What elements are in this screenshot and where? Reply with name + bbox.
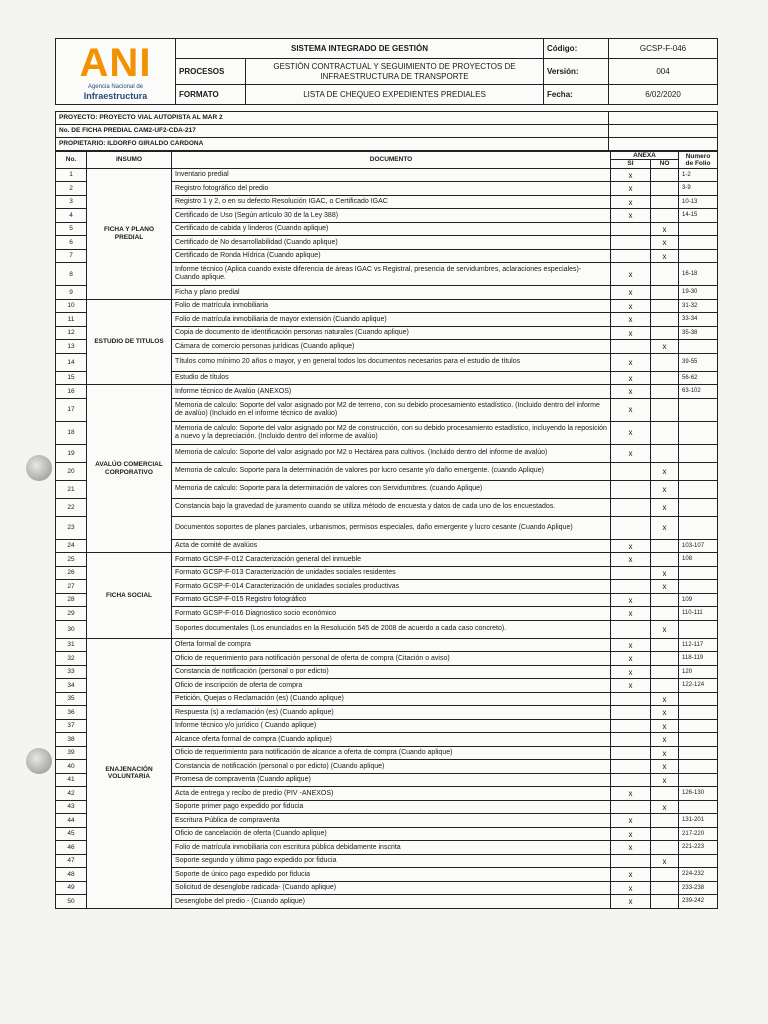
anexa-si-mark: x [611, 638, 651, 652]
row-number: 3 [56, 195, 87, 209]
folio-number: 108 [679, 553, 718, 567]
row-number: 6 [56, 236, 87, 250]
folio-number [679, 760, 718, 774]
document-name: Petición, Quejas o Reclamación (es) (Cuando aplique) [172, 692, 611, 706]
anexa-si-mark: x [611, 827, 651, 841]
folio-number [679, 480, 718, 498]
folio-number [679, 516, 718, 539]
anexa-si-mark: x [611, 868, 651, 882]
anexa-si-mark: x [611, 665, 651, 679]
anexa-no-mark: x [651, 580, 679, 594]
row-number: 1 [56, 168, 87, 182]
anexa-si-mark [611, 733, 651, 747]
anexa-si-mark [611, 800, 651, 814]
row-number: 26 [56, 566, 87, 580]
anexa-no-mark [651, 652, 679, 666]
anexa-si-mark [611, 773, 651, 787]
insumo-group: ESTUDIO DE TITULOS [87, 299, 172, 385]
folio-number [679, 620, 718, 638]
row-number: 19 [56, 444, 87, 462]
anexa-si-mark [611, 516, 651, 539]
document-name: Estudio de títulos [172, 371, 611, 385]
row-number: 27 [56, 580, 87, 594]
anexa-si-mark [611, 498, 651, 516]
anexa-si-mark: x [611, 787, 651, 801]
version-value: 004 [609, 59, 718, 85]
row-number: 7 [56, 249, 87, 263]
document-name: Oficio de requerimiento para notificación personal de oferta de compra (Citación o aviso) [172, 652, 611, 666]
document-name: Acta de comité de avalúos [172, 539, 611, 553]
document-name: Registro fotográfico del predio [172, 182, 611, 196]
anexa-si-mark [611, 746, 651, 760]
document-name: Folio de matrícula inmobiliaria [172, 299, 611, 313]
anexa-si-mark: x [611, 607, 651, 621]
logo-subtitle-bold: Infraestructura [83, 90, 148, 101]
folio-number [679, 236, 718, 250]
anexa-no-mark: x [651, 692, 679, 706]
anexa-no-mark [651, 841, 679, 855]
ficha-line: No. DE FICHA PREDIAL CAM2-UF2-CDA-217 [56, 125, 609, 138]
folio-number: 103-107 [679, 539, 718, 553]
anexa-si-mark: x [611, 679, 651, 693]
anexa-no-mark: x [651, 719, 679, 733]
row-number: 25 [56, 553, 87, 567]
row-number: 17 [56, 398, 87, 421]
anexa-no-mark [651, 868, 679, 882]
anexa-si-mark [611, 760, 651, 774]
document-name: Documentos soportes de planes parciales, urbanismos, permisos especiales, daño emergente y lucro cesante (Cuando Aplique) [172, 516, 611, 539]
anexa-si-mark [611, 706, 651, 720]
row-number: 15 [56, 371, 87, 385]
anexa-si-mark: x [611, 313, 651, 327]
row-number: 2 [56, 182, 87, 196]
row-number: 32 [56, 652, 87, 666]
row-number: 40 [56, 760, 87, 774]
folio-number [679, 706, 718, 720]
anexa-si-mark [611, 620, 651, 638]
folio-number: 19-30 [679, 286, 718, 300]
folio-number [679, 421, 718, 444]
document-name: Soporte segundo y último pago expedido por fiducia [172, 854, 611, 868]
folio-number: 233-238 [679, 881, 718, 895]
document-name: Folio de matrícula inmobiliaria de mayor extensión (Cuando aplique) [172, 313, 611, 327]
folio-number: 131-201 [679, 814, 718, 828]
fecha-label: Fecha: [544, 85, 609, 105]
anexa-si-mark [611, 480, 651, 498]
document-name: Copia de documento de identificación personas naturales (Cuando aplique) [172, 326, 611, 340]
row-number: 29 [56, 607, 87, 621]
folio-number: 3-9 [679, 182, 718, 196]
folio-number [679, 498, 718, 516]
anexa-si-mark: x [611, 553, 651, 567]
folio-number: 35-38 [679, 326, 718, 340]
document-name: Memoria de calculo: Soporte del valor asignado por M2 de terreno, con su debido procesamiento estadístico. (Incluido dentro del informe de avalúo) (Incluido en el informe técnico de avalúo) [172, 398, 611, 421]
document-name: Certificado de Ronda Hídrica (Cuando aplique) [172, 249, 611, 263]
anexa-no-mark [651, 881, 679, 895]
row-number: 11 [56, 313, 87, 327]
row-number: 18 [56, 421, 87, 444]
anexa-no-mark: x [651, 854, 679, 868]
row-number: 20 [56, 462, 87, 480]
anexa-no-mark [651, 607, 679, 621]
col-anexa: ANEXA [611, 152, 679, 160]
anexa-si-mark: x [611, 421, 651, 444]
anexa-si-mark [611, 340, 651, 354]
document-name: Informe técnico (Aplica cuando existe diferencia de áreas IGAC vs Registral, presencia de servidumbres, aclaraciones especiales)- Cuando aplique. [172, 263, 611, 286]
ani-logo [56, 39, 176, 105]
checklist-sheet [55, 38, 717, 909]
folio-number: 122-124 [679, 679, 718, 693]
anexa-no-mark: x [651, 800, 679, 814]
document-name: Oficio de requerimiento para notificación de alcance a oferta de compra (Cuando aplique) [172, 746, 611, 760]
folio-number: 221-223 [679, 841, 718, 855]
anexa-si-mark: x [611, 539, 651, 553]
anexa-si-mark: x [611, 299, 651, 313]
anexa-si-mark [611, 462, 651, 480]
row-number: 22 [56, 498, 87, 516]
table-row [56, 385, 718, 399]
anexa-no-mark [651, 665, 679, 679]
anexa-no-mark [651, 299, 679, 313]
row-number: 47 [56, 854, 87, 868]
document-name: Certificado de No desarrollabilidad (Cuando aplique) [172, 236, 611, 250]
anexa-no-mark: x [651, 462, 679, 480]
anexa-no-mark: x [651, 480, 679, 498]
formato-value: LISTA DE CHEQUEO EXPEDIENTES PREDIALES [246, 85, 544, 105]
punch-hole-top [26, 455, 52, 481]
folio-number: 126-130 [679, 787, 718, 801]
anexa-si-mark [611, 692, 651, 706]
document-name: Promesa de compraventa (Cuando aplique) [172, 773, 611, 787]
folio-number: 120 [679, 665, 718, 679]
anexa-no-mark: x [651, 340, 679, 354]
folio-number [679, 773, 718, 787]
folio-number: 112-117 [679, 638, 718, 652]
folio-number: 63-102 [679, 385, 718, 399]
insumo-group: FICHA SOCIAL [87, 553, 172, 639]
row-number: 31 [56, 638, 87, 652]
folio-number: 10-13 [679, 195, 718, 209]
anexa-si-mark: x [611, 398, 651, 421]
row-number: 49 [56, 881, 87, 895]
anexa-no-mark: x [651, 773, 679, 787]
table-row [56, 168, 718, 182]
anexa-si-mark: x [611, 444, 651, 462]
anexa-no-mark [651, 553, 679, 567]
anexa-no-mark [651, 313, 679, 327]
anexa-si-mark: x [611, 182, 651, 196]
insumo-group: ENAJENACIÓN VOLUNTARIA [87, 638, 172, 908]
folio-number: 14-15 [679, 209, 718, 223]
anexa-si-mark: x [611, 168, 651, 182]
checklist-table [55, 151, 718, 909]
anexa-si-mark [611, 580, 651, 594]
anexa-si-mark: x [611, 841, 651, 855]
row-number: 16 [56, 385, 87, 399]
folio-number: 56-62 [679, 371, 718, 385]
anexa-no-mark [651, 539, 679, 553]
folio-number [679, 398, 718, 421]
procesos-label: PROCESOS [176, 59, 246, 85]
row-number: 23 [56, 516, 87, 539]
document-name: Inventario predial [172, 168, 611, 182]
table-row [56, 299, 718, 313]
row-number: 5 [56, 222, 87, 236]
anexa-no-mark: x [651, 249, 679, 263]
document-name: Memoria de calculo: Soporte para la determinación de valores con Servidumbres. (cuando Aplique) [172, 480, 611, 498]
anexa-si-mark: x [611, 385, 651, 399]
document-name: Ficha y plano predial [172, 286, 611, 300]
codigo-label: Código: [544, 39, 609, 59]
row-number: 4 [56, 209, 87, 223]
anexa-si-mark: x [611, 814, 651, 828]
anexa-no-mark [651, 593, 679, 607]
anexa-no-mark: x [651, 498, 679, 516]
anexa-no-mark: x [651, 566, 679, 580]
anexa-no-mark [651, 638, 679, 652]
folio-number: 33-34 [679, 313, 718, 327]
anexa-si-mark: x [611, 593, 651, 607]
document-name: Respuesta (s) a reclamación (es) (Cuando aplique) [172, 706, 611, 720]
document-name: Soporte primer pago expedido por fiducia [172, 800, 611, 814]
folio-number [679, 800, 718, 814]
anexa-si-mark [611, 236, 651, 250]
version-label: Versión: [544, 59, 609, 85]
document-name: Oferta formal de compra [172, 638, 611, 652]
row-number: 45 [56, 827, 87, 841]
anexa-no-mark [651, 195, 679, 209]
document-name: Desenglobe del predio - (Cuando aplique) [172, 895, 611, 909]
anexa-no-mark [651, 398, 679, 421]
row-number: 21 [56, 480, 87, 498]
row-number: 43 [56, 800, 87, 814]
row-number: 41 [56, 773, 87, 787]
system-title: SISTEMA INTEGRADO DE GESTIÓN [176, 39, 544, 59]
document-name: Constancia de notificación (personal o por edicto) [172, 665, 611, 679]
anexa-no-mark [651, 444, 679, 462]
table-row [56, 553, 718, 567]
folio-number [679, 249, 718, 263]
document-name: Certificado de cabida y linderos (Cuando aplique) [172, 222, 611, 236]
document-name: Memoria de calculo: Soporte del valor asignado por M2 o Hectárea para cultivos. (Incluido dentro del informe de avalúo) [172, 444, 611, 462]
col-insumo: INSUMO [87, 152, 172, 169]
folio-number: 16-18 [679, 263, 718, 286]
row-number: 37 [56, 719, 87, 733]
document-name: Formato GCSP-F-013 Caracterización de unidades sociales residentes [172, 566, 611, 580]
anexa-si-mark: x [611, 881, 651, 895]
proyecto-line: PROYECTO: PROYECTO VIAL AUTOPISTA AL MAR 2 [56, 112, 609, 125]
document-name: Formato GCSP-F-016 Diagnostico socio económico [172, 607, 611, 621]
row-number: 12 [56, 326, 87, 340]
row-number: 35 [56, 692, 87, 706]
anexa-no-mark: x [651, 620, 679, 638]
codigo-value: GCSP-F-046 [609, 39, 718, 59]
anexa-si-mark: x [611, 326, 651, 340]
anexa-no-mark [651, 895, 679, 909]
document-name: Memoria de calculo: Soporte para la determinación de valores por lucro cesante y/o daño emergente. (cuando Aplique) [172, 462, 611, 480]
anexa-si-mark [611, 719, 651, 733]
anexa-si-mark: x [611, 263, 651, 286]
anexa-no-mark [651, 421, 679, 444]
folio-number: 31-32 [679, 299, 718, 313]
propietario-line: PROPIETARIO: ILDORFO GIRALDO CARDONA [56, 138, 609, 151]
anexa-si-mark [611, 222, 651, 236]
anexa-si-mark [611, 566, 651, 580]
document-name: Escritura Pública de compraventa [172, 814, 611, 828]
document-name: Títulos como mínimo 20 años o mayor, y en general todos los documentos necesarios para el estudio de títulos [172, 353, 611, 371]
document-name: Certificado de Uso (Según artículo 30 de la Ley 388) [172, 209, 611, 223]
col-no-anexa: NO [651, 160, 679, 168]
col-folio: Numero de Folio [679, 152, 718, 169]
procesos-value: GESTIÓN CONTRACTUAL Y SEGUIMIENTO DE PROYECTOS DE INFRAESTRUCTURA DE TRANSPORTE [246, 59, 544, 85]
row-number: 30 [56, 620, 87, 638]
anexa-no-mark [651, 814, 679, 828]
document-name: Informe técnico de Avalúo (ANEXOS) [172, 385, 611, 399]
folio-number [679, 462, 718, 480]
anexa-no-mark [651, 326, 679, 340]
document-name: Memoria de calculo: Soporte del valor asignado por M2 de construcción, con su debido procesamiento estadístico, incluyendo la reposición a nuevo y la depreciación. (Incluido dentro del informe de avalúo) [172, 421, 611, 444]
punch-hole-bottom [26, 748, 52, 774]
anexa-no-mark [651, 168, 679, 182]
document-name: Registro 1 y 2, o en su defecto Resolución IGAC, o Certificado IGAC [172, 195, 611, 209]
folio-number: 239-242 [679, 895, 718, 909]
anexa-si-mark: x [611, 353, 651, 371]
document-name: Formato GCSP-F-015 Registro fotográfico [172, 593, 611, 607]
col-no: No. [56, 152, 87, 169]
folio-number: 1-2 [679, 168, 718, 182]
formato-label: FORMATO [176, 85, 246, 105]
row-number: 9 [56, 286, 87, 300]
anexa-si-mark [611, 249, 651, 263]
document-name: Constancia bajo la gravedad de juramento cuando se utiliza método de encuesta y datos de cada uno de los encuestados. [172, 498, 611, 516]
form-header [55, 38, 718, 105]
document-name: Informe técnico y/o jurídico ( Cuando aplique) [172, 719, 611, 733]
document-name: Oficio de inscripción de oferta de compra [172, 679, 611, 693]
folio-number: 217-220 [679, 827, 718, 841]
row-number: 24 [56, 539, 87, 553]
folio-number [679, 222, 718, 236]
document-name: Constancia de notificación (personal o por edicto) (Cuando aplique) [172, 760, 611, 774]
row-number: 46 [56, 841, 87, 855]
col-documento: DOCUMENTO [172, 152, 611, 169]
anexa-si-mark: x [611, 286, 651, 300]
anexa-no-mark: x [651, 706, 679, 720]
row-number: 36 [56, 706, 87, 720]
row-number: 8 [56, 263, 87, 286]
document-name: Soportes documentales (Los enunciados en la Resolución 545 de 2008 de acuerdo a cada caso concreto). [172, 620, 611, 638]
folio-number [679, 692, 718, 706]
row-number: 48 [56, 868, 87, 882]
anexa-no-mark [651, 371, 679, 385]
logo-subtitle: Agencia Nacional de [87, 83, 144, 90]
row-number: 34 [56, 679, 87, 693]
document-name: Acta de entrega y recibo de predio (PIV -ANEXOS) [172, 787, 611, 801]
anexa-no-mark [651, 209, 679, 223]
document-name: Solicitud de desenglobe radicada- (Cuando aplique) [172, 881, 611, 895]
row-number: 33 [56, 665, 87, 679]
document-name: Formato GCSP-F-014 Caracterización de unidades sociales productivas [172, 580, 611, 594]
folio-number [679, 580, 718, 594]
document-name: Folio de matrícula inmobiliaria con escritura pública debidamente inscrita [172, 841, 611, 855]
insumo-group: FICHA Y PLANO PREDIAL [87, 168, 172, 299]
anexa-si-mark: x [611, 652, 651, 666]
fecha-value: 6/02/2020 [609, 85, 718, 105]
folio-number [679, 854, 718, 868]
row-number: 42 [56, 787, 87, 801]
folio-number: 39-55 [679, 353, 718, 371]
document-name: Alcance oferta formal de compra (Cuando aplique) [172, 733, 611, 747]
anexa-no-mark [651, 827, 679, 841]
folio-number: 118-119 [679, 652, 718, 666]
row-number: 38 [56, 733, 87, 747]
anexa-no-mark [651, 182, 679, 196]
anexa-no-mark [651, 263, 679, 286]
anexa-si-mark: x [611, 209, 651, 223]
row-number: 50 [56, 895, 87, 909]
anexa-no-mark: x [651, 516, 679, 539]
row-number: 44 [56, 814, 87, 828]
logo-wordmark: ANI [79, 40, 152, 85]
document-name: Cámara de comercio personas jurídicas (Cuando aplique) [172, 340, 611, 354]
document-name: Formato GCSP-F-012 Caracterización general del inmueble [172, 553, 611, 567]
row-number: 14 [56, 353, 87, 371]
row-number: 13 [56, 340, 87, 354]
anexa-no-mark: x [651, 236, 679, 250]
anexa-no-mark: x [651, 733, 679, 747]
anexa-no-mark: x [651, 222, 679, 236]
row-number: 10 [56, 299, 87, 313]
project-info [55, 111, 718, 151]
anexa-no-mark [651, 679, 679, 693]
col-si: SI [611, 160, 651, 168]
anexa-no-mark [651, 353, 679, 371]
folio-number: 224-232 [679, 868, 718, 882]
anexa-no-mark [651, 286, 679, 300]
folio-number [679, 444, 718, 462]
row-number: 39 [56, 746, 87, 760]
folio-number [679, 566, 718, 580]
anexa-no-mark: x [651, 746, 679, 760]
anexa-si-mark: x [611, 895, 651, 909]
row-number: 28 [56, 593, 87, 607]
folio-number [679, 719, 718, 733]
anexa-si-mark: x [611, 195, 651, 209]
insumo-group: AVALÚO COMERCIAL CORPORATIVO [87, 385, 172, 553]
folio-number [679, 746, 718, 760]
document-name: Oficio de cancelación de oferta (Cuando aplique) [172, 827, 611, 841]
anexa-no-mark: x [651, 760, 679, 774]
folio-number [679, 340, 718, 354]
document-name: Soporte de único pago expedido por fiducia [172, 868, 611, 882]
anexa-no-mark [651, 385, 679, 399]
anexa-si-mark: x [611, 371, 651, 385]
anexa-si-mark [611, 854, 651, 868]
folio-number: 110-111 [679, 607, 718, 621]
anexa-no-mark [651, 787, 679, 801]
folio-number: 109 [679, 593, 718, 607]
folio-number [679, 733, 718, 747]
table-row [56, 638, 718, 652]
